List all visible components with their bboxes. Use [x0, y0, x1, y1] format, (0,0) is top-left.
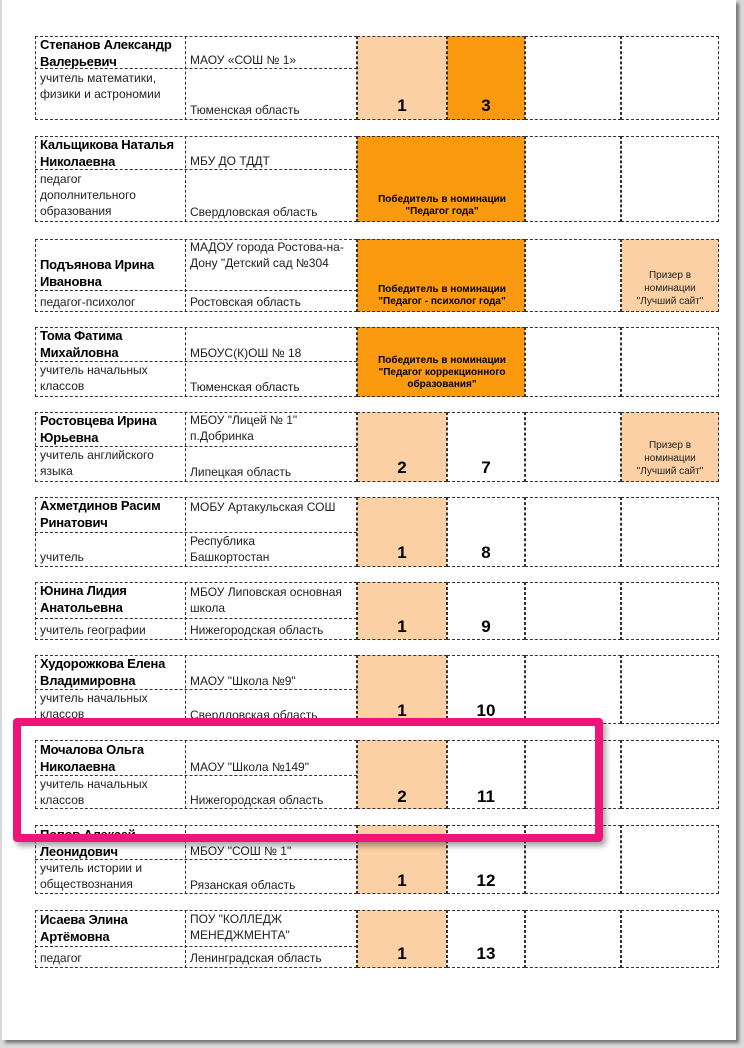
empty-cell [525, 36, 621, 120]
participant-region: Свердловская область [190, 708, 318, 722]
participant-role: учитель математики, физики и астрономии [40, 71, 161, 101]
participant-entry [35, 655, 719, 724]
prize-cell [621, 36, 719, 120]
place-number: 1 [397, 701, 407, 720]
participant-org: МАДОУ города Ростова-на-Дону "Детский сад №304 [190, 240, 344, 270]
rank-number: 11 [477, 787, 495, 806]
rank-number: 3 [481, 96, 491, 115]
rank-number: 8 [481, 543, 491, 562]
participant-role: учитель [40, 550, 84, 564]
rank-number: 10 [476, 701, 496, 720]
empty-cell [525, 910, 621, 968]
rank-number: 9 [481, 617, 491, 636]
place-number: 1 [397, 871, 407, 890]
participant-region: Нижегородская область [190, 623, 324, 637]
empty-cell [525, 582, 621, 640]
participant-region: Нижегородская область [190, 793, 324, 807]
participant-entry [35, 412, 719, 482]
participant-name: Подъянова Ирина Ивановна [40, 257, 155, 289]
rank-number: 7 [481, 458, 491, 477]
participant-org: МАОУ «СОШ № 1» [190, 53, 297, 67]
participant-org: МБОУС(К)ОШ № 18 [190, 346, 302, 360]
empty-cell [525, 239, 621, 312]
participant-org: МБОУ Липовская основная школа [190, 585, 342, 615]
prize-cell [621, 136, 719, 222]
participant-region: Тюменская область [190, 380, 300, 394]
participant-role: учитель начальных классов [40, 363, 148, 393]
rank-number: 13 [476, 944, 496, 963]
empty-cell [525, 655, 621, 724]
participant-region: Рязанская область [190, 878, 296, 892]
participant-region: Ленинградская область [190, 951, 322, 965]
place-number: 2 [397, 787, 407, 806]
prize-cell [621, 910, 719, 968]
document-page [2, 0, 736, 1040]
empty-cell [525, 327, 621, 397]
participant-role: педагог [40, 951, 82, 965]
participant-region: Липецкая область [190, 465, 292, 479]
participant-org: ПОУ "КОЛЛЕДЖ МЕНЕДЖМЕНТА" [190, 912, 290, 942]
participant-name: Попов Алексей Леонидович [40, 827, 136, 859]
participant-entry [35, 239, 719, 312]
participant-name: Степанов Александр Валерьевич [40, 37, 172, 69]
prize-cell [621, 825, 719, 894]
prize-cell [621, 497, 719, 567]
participant-role: учитель английского языка [40, 448, 154, 478]
participant-org: МБУ ДО ТДДТ [190, 154, 270, 168]
prize-cell [621, 655, 719, 724]
participant-role: учитель истории и обществознания [40, 861, 143, 891]
winner-text: Победитель в номинации "Педагог коррекционного образования" [378, 355, 506, 390]
participant-role: педагог-психолог [40, 295, 136, 309]
participant-name: Кальщикова Наталья Николаевна [40, 137, 174, 169]
participant-entry [35, 136, 719, 222]
place-number: 1 [397, 617, 407, 636]
participant-org: МАОУ "Школа №149" [190, 760, 309, 774]
participant-name: Тома Фатима Михайловна [40, 328, 123, 360]
empty-cell [525, 136, 621, 222]
participant-region: Республика Башкортостан [190, 534, 270, 564]
participant-name: Ахметдинов Расим Ринатович [40, 498, 161, 530]
participant-name: Худорожкова Елена Владимировна [40, 656, 166, 688]
place-number: 1 [397, 96, 407, 115]
participant-role: учитель начальных классов [40, 777, 148, 807]
participant-org: МБОУ "СОШ № 1" [190, 844, 292, 858]
participant-name: Исаева Элина Артёмовна [40, 912, 128, 944]
prize-text: Призер в номинации "Лучший сайт" [636, 270, 704, 307]
prize-cell [621, 740, 719, 809]
place-number: 1 [397, 543, 407, 562]
participant-name: Мочалова Ольга Николаевна [40, 742, 144, 774]
column-divider [185, 36, 186, 120]
highlight-frame [13, 718, 603, 842]
winner-text: Победитель в номинации "Педагог - психолог года" [378, 284, 506, 307]
participant-entry [35, 910, 719, 968]
participant-region: Тюменская область [190, 103, 300, 117]
empty-cell [525, 412, 621, 482]
place-number: 2 [397, 458, 407, 477]
participant-entry [35, 327, 719, 397]
participant-org: МАОУ "Школа №9" [190, 674, 296, 688]
participant-role: педагог дополнительного образования [40, 172, 136, 218]
participant-name: Ростовцева Ирина Юрьевна [40, 413, 157, 445]
participant-region: Свердловская область [190, 205, 318, 219]
participant-org: МБОУ "Лицей № 1" п.Добринка [190, 413, 298, 443]
participant-entry [35, 36, 719, 120]
prize-cell [621, 327, 719, 397]
participant-region: Ростовская область [190, 295, 301, 309]
prize-cell [621, 582, 719, 640]
participant-role: учитель начальных классов [40, 691, 148, 721]
prize-text: Призер в номинации "Лучший сайт" [636, 440, 704, 477]
participant-org: МОБУ Артакульская СОШ [190, 500, 336, 514]
participant-name: Юнина Лидия Анатольевна [40, 583, 127, 615]
rank-number: 12 [476, 871, 496, 890]
empty-cell [525, 497, 621, 567]
participant-entry [35, 497, 719, 567]
place-number: 1 [397, 944, 407, 963]
participant-role: учитель географии [40, 623, 146, 637]
participant-entry [35, 582, 719, 640]
winner-text: Победитель в номинации "Педагог года" [378, 194, 506, 217]
